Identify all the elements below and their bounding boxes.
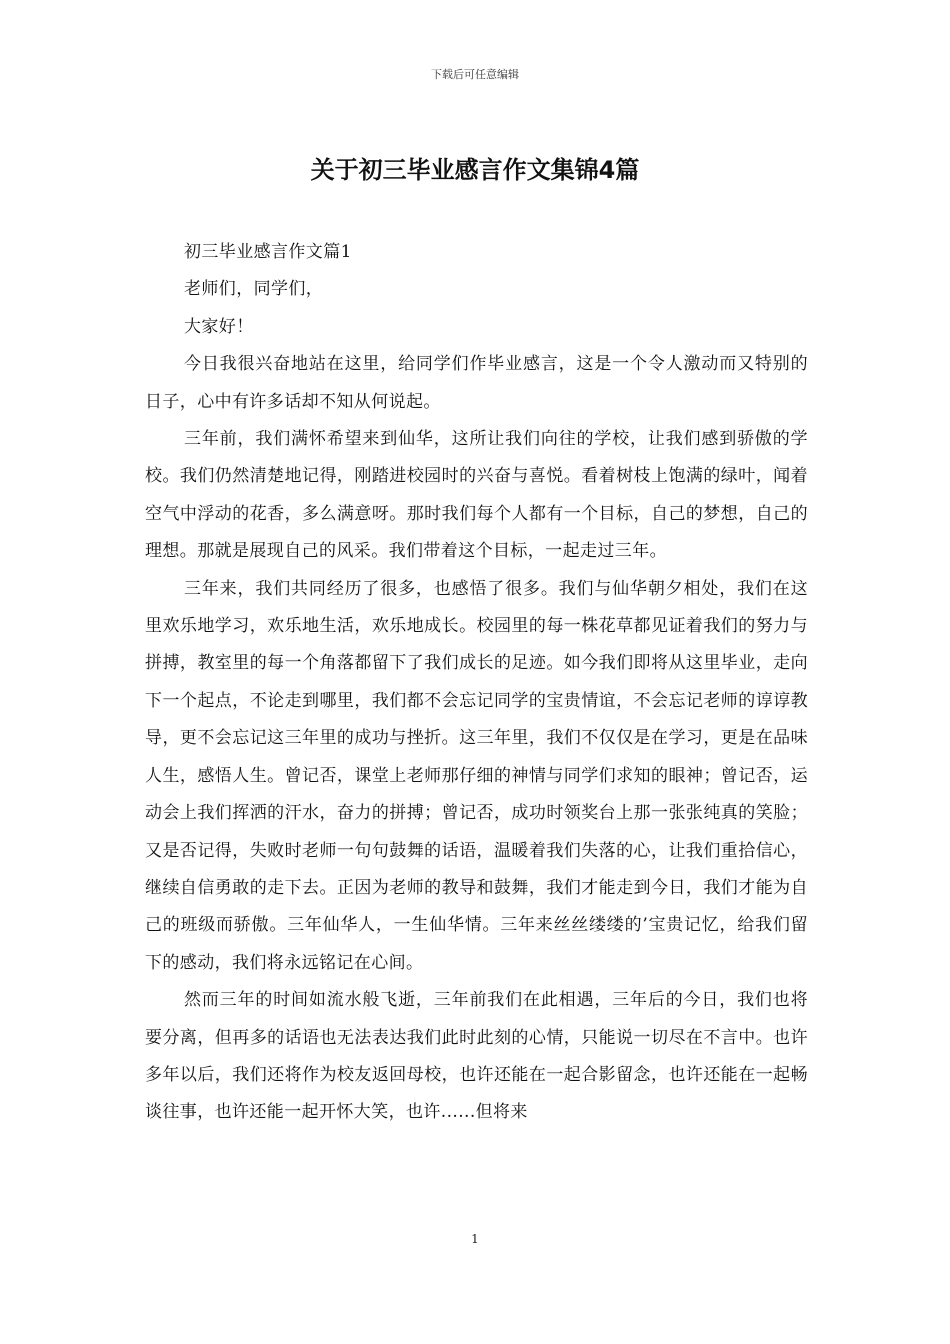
paragraph-section-heading: 初三毕业感言作文篇1 <box>184 242 352 262</box>
paragraph-greeting: 大家好！ <box>184 316 254 337</box>
paragraph-farewell: 然而三年的时间如流水般飞逝，三年前我们在此相遇，三年后的今日，我们也将要分离，但再多的话语也无法表达我们此时此刻的心情，只能说一切尽在不言中。也许多年以后，我们还将作为校友返回母校，也许还能在一起合影留念，也许还能在一起畅谈往事，也许还能一起开怀大笑，也许......但将来 <box>145 990 808 1123</box>
page-number: 1 <box>471 1232 479 1246</box>
document-title: 关于初三毕业感言作文集锦4篇 <box>310 156 640 184</box>
paragraph-salutation: 老师们，同学们， <box>184 279 324 300</box>
paragraph-intro: 今日我很兴奋地站在这里，给同学们作毕业感言，这是一个令人激动而又特别的日子，心中有许多话却不知从何说起。 <box>145 354 808 412</box>
paragraph-three-years-together: 三年来，我们共同经历了很多，也感悟了很多。我们与仙华朝夕相处，我们在这里欢乐地学习，欢乐地生活，欢乐地成长。校园里的每一株花草都见证着我们的努力与拼搏，教室里的每一个角落都留下了我们成长的足迹。如今我们即将从这里毕业，走向下一个起点，不论走到哪里，我们都不会忘记同学的宝贵情谊，不会忘记老师的谆谆教导，更不会忘记这三年里的成功与挫折。这三年里，我们不仅仅是在学习，更是在品味人生，感悟人生。曾记否，课堂上老师那仔细的神情与同学们求知的眼神；曾记否，运动会上我们挥洒的汗水，奋力的拼搏；曾记否，成功时领奖台上那一张张纯真的笑脸；又是否记得，失败时老师一句句鼓舞的话语，温暖着我们失落的心，让我们重拾信心，继续自信勇敢的走下去。正因为老师的教导和鼓舞，我们才能走到今日，我们才能为自己的班级而骄傲。三年仙华人，一生仙华情。三年来丝丝缕缕的’宝贵记忆，给我们留下的感动，我们将永远铭记在心间。 <box>145 578 808 973</box>
paragraph-three-years-ago: 三年前，我们满怀希望来到仙华，这所让我们向往的学校，让我们感到骄傲的学校。我们仍然清楚地记得，刚踏进校园时的兴奋与喜悦。看着树枝上饱满的绿叶，闻着空气中浮动的花香，多么满意呀。那时我们每个人都有一个目标，自己的梦想，自己的理想。那就是展现自己的风采。我们带着这个目标，一起走过三年。 <box>145 429 808 562</box>
page-header: 下载后可任意编辑 <box>431 68 519 81</box>
document-body <box>145 234 808 1132</box>
